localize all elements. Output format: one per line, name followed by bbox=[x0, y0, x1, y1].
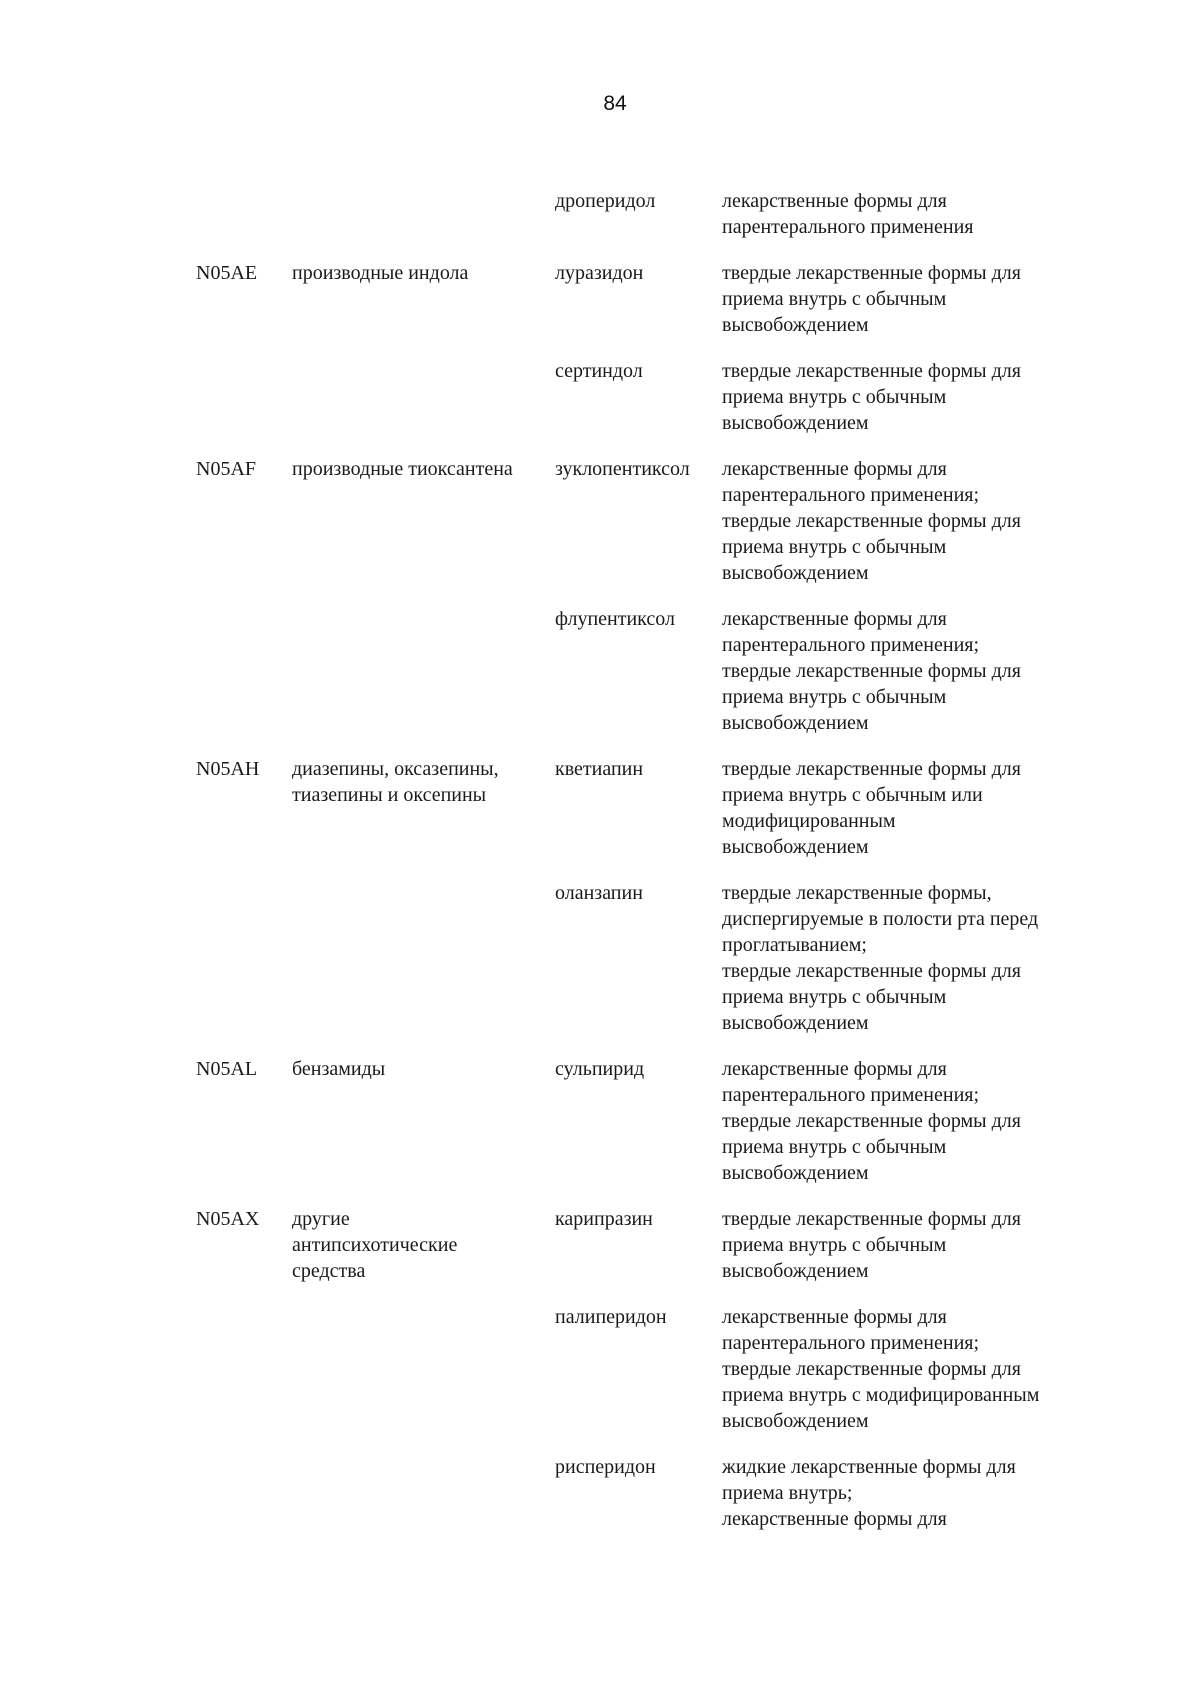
atc-code: N05AX bbox=[196, 1208, 260, 1230]
drug-name: оланзапин bbox=[555, 882, 643, 904]
drug-name: кветиапин bbox=[555, 758, 644, 780]
dosage-form: лекарственные формы для парентерального применения; твердые лекарственные формы для приема внутрь с обычным высвобождением bbox=[722, 1058, 1021, 1184]
dosage-form: лекарственные формы для парентерального применения; твердые лекарственные формы для приема внутрь с обычным высвобождением bbox=[722, 608, 1021, 734]
group-name: другие антипсихотические средства bbox=[292, 1208, 458, 1282]
group-name: производные индола bbox=[292, 262, 469, 284]
drug-name: зуклопентиксол bbox=[555, 458, 690, 480]
table-row bbox=[196, 756, 1096, 860]
dosage-form: твердые лекарственные формы для приема внутрь с обычным высвобождением bbox=[722, 360, 1021, 434]
dosage-form: лекарственные формы для парентерального применения; твердые лекарственные формы для приема внутрь с обычным высвобождением bbox=[722, 458, 1021, 584]
group-name: бензамиды bbox=[292, 1058, 386, 1080]
drug-name: сульпирид bbox=[555, 1058, 645, 1080]
table-row bbox=[196, 260, 1096, 338]
group-name: диазепины, оксазепины, тиазепины и оксепины bbox=[292, 758, 499, 806]
dosage-form: твердые лекарственные формы для приема внутрь с обычным высвобождением bbox=[722, 1208, 1021, 1282]
dosage-form: твердые лекарственные формы, диспергируемые в полости рта перед проглатыванием; твердые лекарственные формы для приема внутрь с обычным высвобождением bbox=[722, 882, 1039, 1034]
dosage-form: твердые лекарственные формы для приема внутрь с обычным или модифицированным высвобождением bbox=[722, 758, 1021, 858]
dosage-form: жидкие лекарственные формы для приема внутрь; лекарственные формы для bbox=[722, 1456, 1016, 1530]
table-row bbox=[196, 358, 1096, 436]
drug-name: луразидон bbox=[555, 262, 644, 284]
atc-code: N05AE bbox=[196, 262, 258, 284]
drug-name: карипразин bbox=[555, 1208, 653, 1230]
dosage-form: лекарственные формы для парентерального применения bbox=[722, 190, 974, 238]
table-row bbox=[196, 188, 1096, 240]
drug-name: флупентиксол bbox=[555, 608, 675, 630]
group-name: производные тиоксантена bbox=[292, 458, 513, 480]
table-row bbox=[196, 1454, 1096, 1532]
drug-name: дроперидол bbox=[555, 190, 656, 212]
atc-code: N05AF bbox=[196, 458, 257, 480]
table-row bbox=[196, 1206, 1096, 1284]
table-row bbox=[196, 1056, 1096, 1186]
dosage-form: твердые лекарственные формы для приема внутрь с обычным высвобождением bbox=[722, 262, 1021, 336]
table-row bbox=[196, 880, 1096, 1036]
atc-code: N05AH bbox=[196, 758, 260, 780]
table-row bbox=[196, 456, 1096, 586]
page-number: 84 bbox=[603, 92, 627, 115]
drug-name: сертиндол bbox=[555, 360, 643, 382]
atc-code: N05AL bbox=[196, 1058, 258, 1080]
drug-name: рисперидон bbox=[555, 1456, 656, 1478]
drug-table bbox=[196, 188, 1096, 1552]
table-row bbox=[196, 606, 1096, 736]
dosage-form: лекарственные формы для парентерального применения; твердые лекарственные формы для приема внутрь с модифицированным высвобождением bbox=[722, 1306, 1040, 1432]
drug-name: палиперидон bbox=[555, 1306, 667, 1328]
table-row bbox=[196, 1304, 1096, 1434]
